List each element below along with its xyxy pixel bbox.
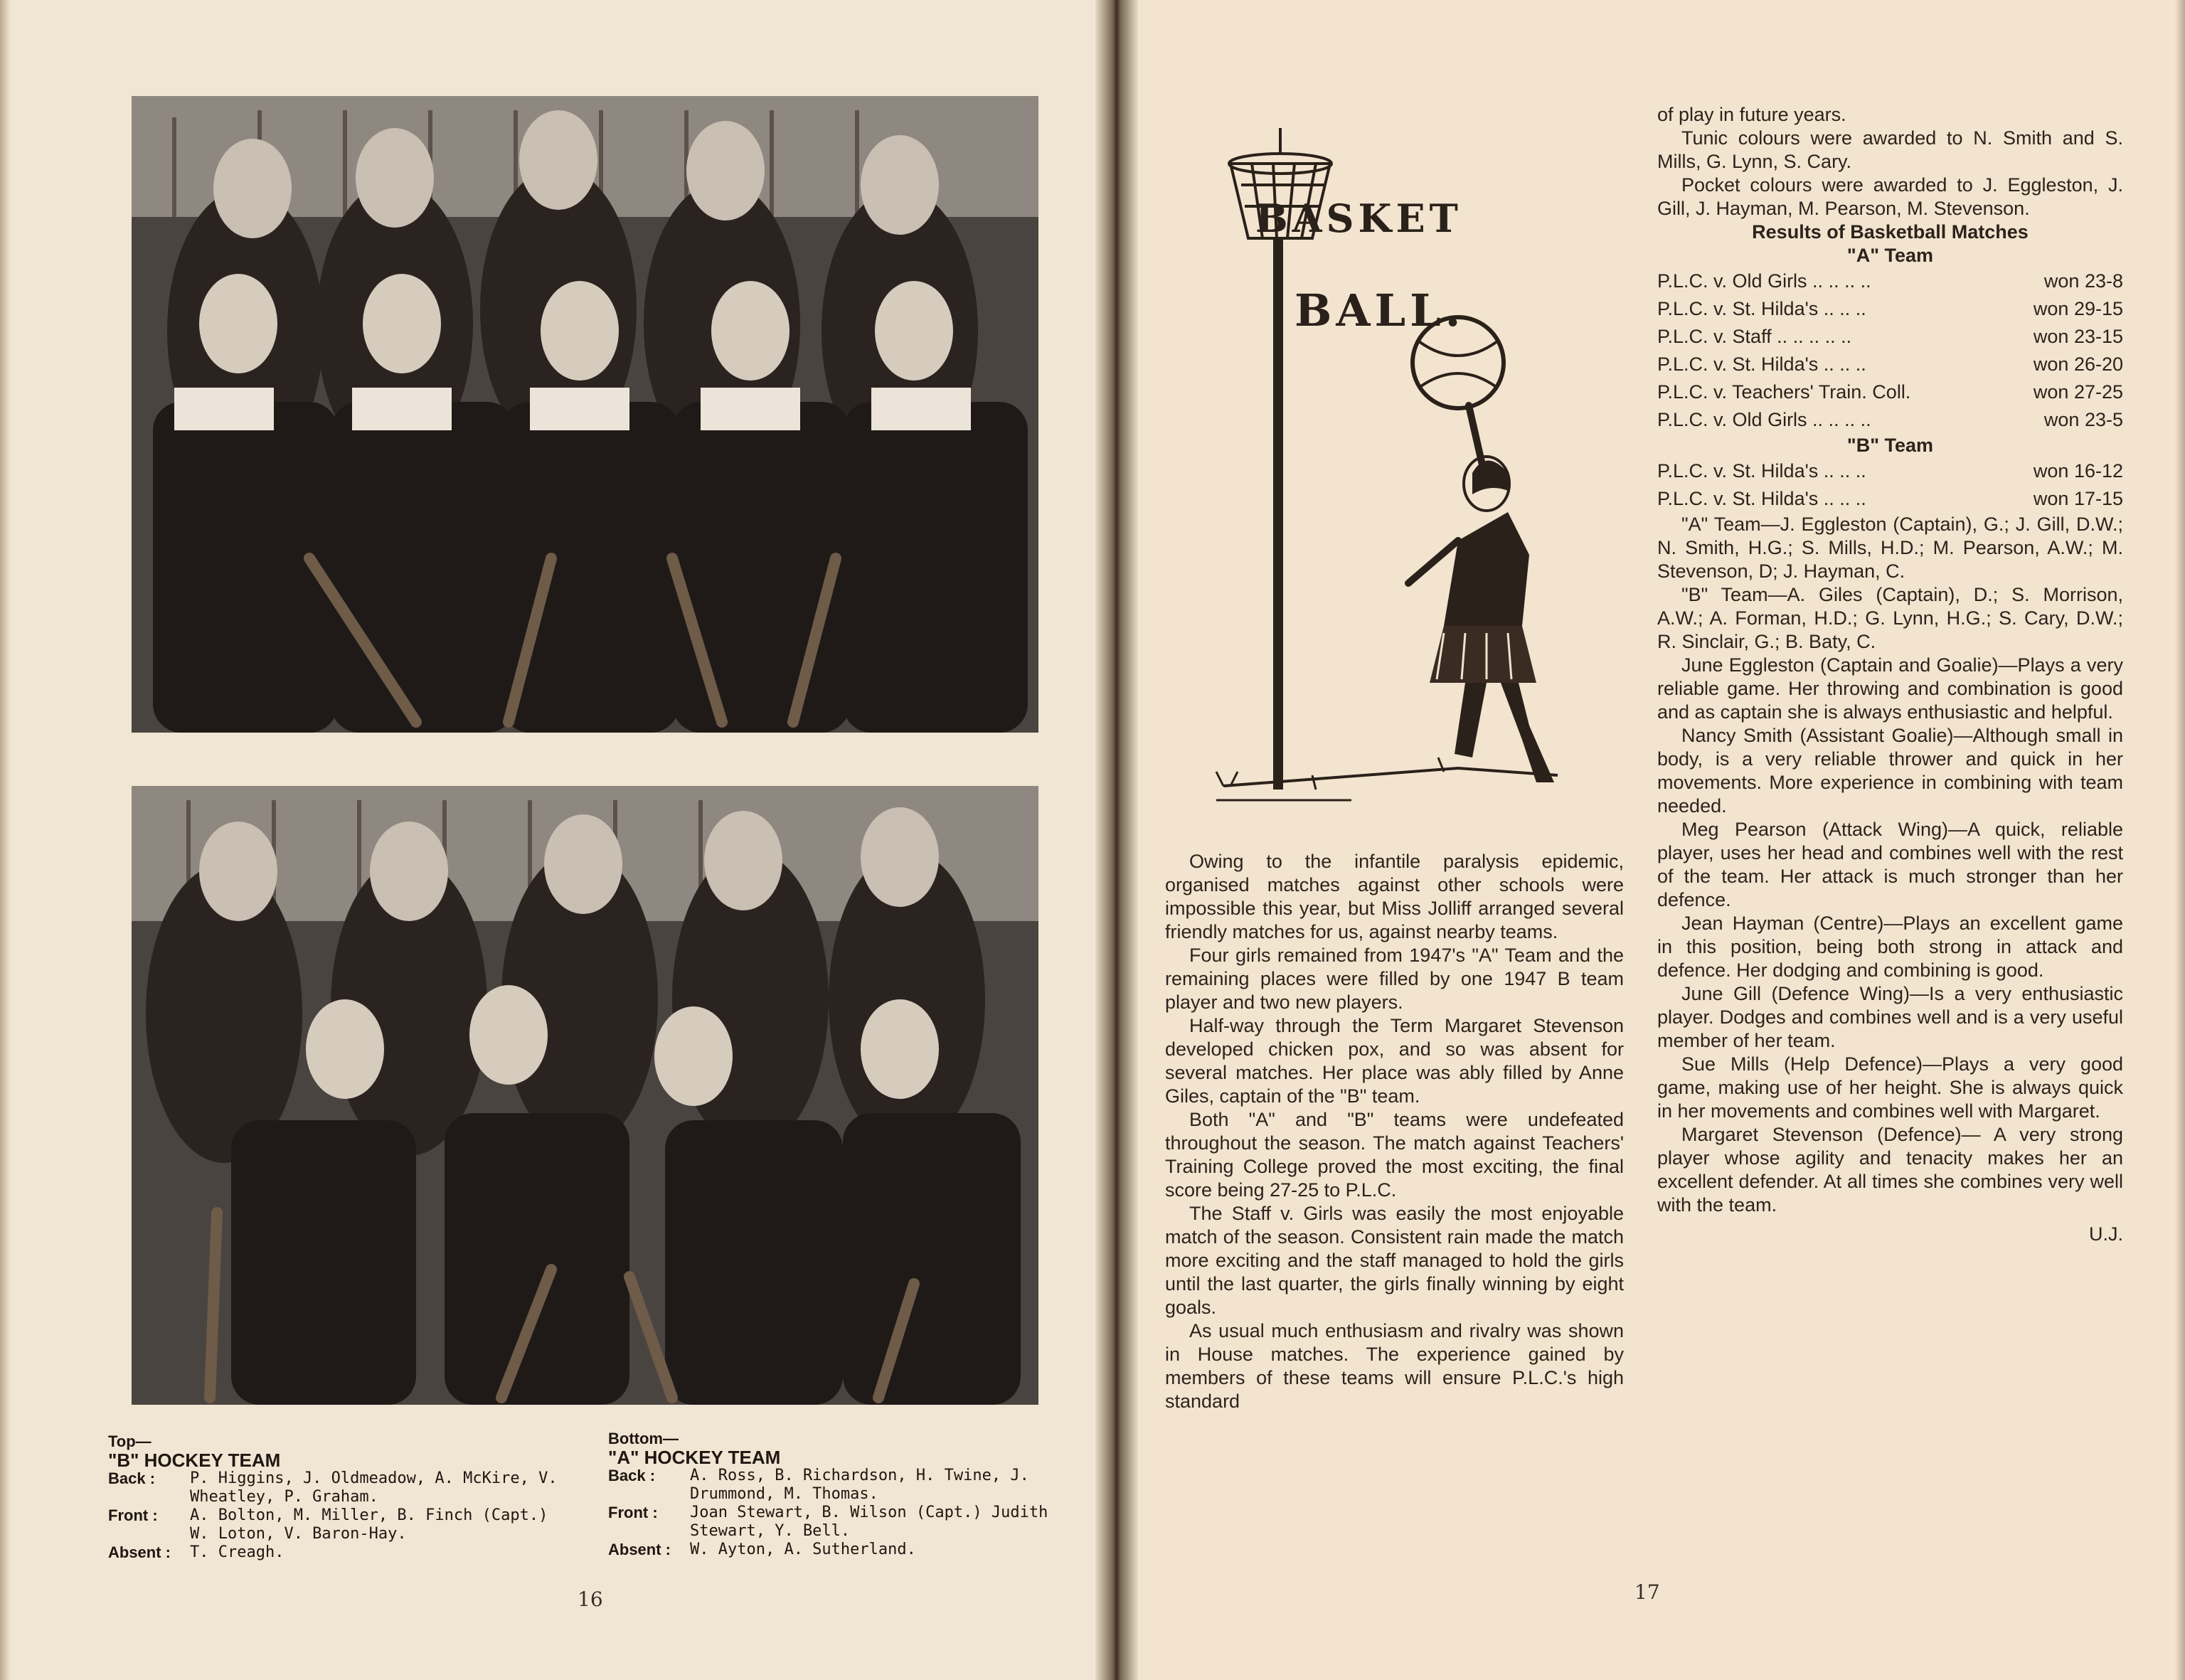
table-row (1657, 295, 2123, 323)
results-section (1657, 220, 2123, 513)
caption-names: P. Higgins, J. Oldmeadow, A. McKire, V. Wheatley, P. Graham. (190, 1469, 558, 1506)
match-name: P.L.C. v. St. Hilda's .. .. .. (1657, 298, 1866, 319)
caption-title: "B" HOCKEY TEAM (108, 1450, 281, 1471)
article-paragraph: As usual much enthusiasm and rivalry was shown in House matches. The experience gained by members of these teams will ensure P.L.C.'s high standard (1165, 1320, 1624, 1412)
b-hockey-team-photo (132, 96, 1038, 733)
b-hockey-team-caption (108, 1432, 570, 1562)
results-heading: Results of Basketball Matches (1752, 221, 2029, 243)
match-result: won 23-15 (2033, 326, 2123, 347)
a-team-results-table (1657, 267, 2123, 434)
a-team-heading: "A" Team (1846, 245, 1934, 266)
caption-lead: Bottom— (608, 1430, 679, 1447)
caption-names: W. Ayton, A. Sutherland. (690, 1541, 916, 1558)
table-row (1657, 485, 2123, 513)
match-name: P.L.C. v. St. Hilda's .. .. .. (1657, 353, 1866, 375)
match-result: won 27-25 (2033, 381, 2123, 403)
article-paragraph: Jean Hayman (Centre)—Plays an excellent game in this position, being both strong in attack and defence. Her dodging and combining is good. (1657, 913, 2123, 981)
basketball-illustration (1174, 114, 1629, 846)
match-name: P.L.C. v. Old Girls .. .. .. .. (1657, 270, 1871, 292)
results-column (1657, 103, 2123, 1246)
article-paragraph: of play in future years. (1657, 104, 1846, 125)
illustration-title-line2: BALL. (1294, 285, 1465, 336)
caption-label: Back : (608, 1467, 656, 1484)
article-paragraph: Both "A" and "B" teams were undefeated throughout the season. The match against Teachers' Training College proved the most exciting, the final score being 27-25 to P.L.C. (1165, 1109, 1624, 1201)
page-number: 16 (578, 1588, 603, 1611)
page-edge (0, 0, 10, 1680)
caption-names: A. Ross, B. Richardson, H. Twine, J. Drummond, M. Thomas. (690, 1467, 1029, 1503)
article-paragraph: Meg Pearson (Attack Wing)—A quick, reliable player, uses her head and combines well with the rest of the team. Her attack is much stronger than her defence. (1657, 819, 2123, 910)
match-name: P.L.C. v. St. Hilda's .. .. .. (1657, 460, 1866, 482)
caption-row-back (108, 1469, 570, 1506)
table-row (1657, 267, 2123, 295)
article-paragraph: Sue Mills (Help Defence)—Plays a very good game, making use of her height. She is always quick in her movements and combines well with Margaret. (1657, 1053, 2123, 1122)
caption-row-absent (608, 1541, 1078, 1559)
article-paragraph: Margaret Stevenson (Defence)— A very strong player whose agility and tenacity makes her an excellent defender. At all times she combines very well with the team. (1657, 1124, 2123, 1216)
article-paragraph: June Eggleston (Captain and Goalie)—Plays a very reliable game. Her throwing and combination is good and as captain she is always enthusiastic and helpful. (1657, 654, 2123, 723)
caption-lead: Top— (108, 1432, 151, 1450)
b-team-heading: "B" Team (1846, 435, 1934, 456)
table-row (1657, 406, 2123, 434)
caption-label: Front : (108, 1506, 158, 1524)
match-name: P.L.C. v. Teachers' Train. Coll. (1657, 381, 1911, 403)
caption-names: Joan Stewart, B. Wilson (Capt.) Judith Stewart, Y. Bell. (690, 1504, 1048, 1540)
caption-row-front (108, 1506, 570, 1543)
caption-row-front (608, 1504, 1078, 1541)
b-team-results-table (1657, 457, 2123, 513)
match-result: won 29-15 (2033, 298, 2123, 319)
caption-names: T. Creagh. (190, 1543, 285, 1561)
article-paragraph: Half-way through the Term Margaret Stevenson developed chicken pox, and so was absent for several matches. Her place was ably filled by Anne Giles, captain of the "B" team. (1165, 1015, 1624, 1107)
caption-label: Absent : (108, 1543, 171, 1561)
caption-label: Back : (108, 1469, 156, 1487)
article-paragraph: Owing to the infantile paralysis epidemic, organised matches against other schools were impossible this year, but Miss Jolliff arranged several friendly matches for us, against nearby teams. (1165, 851, 1624, 942)
author-initials: U.J. (2088, 1223, 2123, 1245)
match-result: won 23-8 (2043, 270, 2123, 292)
caption-row-absent (108, 1543, 570, 1562)
caption-label: Front : (608, 1504, 658, 1521)
article-paragraph: Pocket colours were awarded to J. Eggleston, J. Gill, J. Hayman, M. Pearson, M. Stevenson. (1657, 174, 2123, 219)
caption-label: Absent : (608, 1541, 671, 1558)
basketball-article-column (1165, 850, 1624, 1413)
match-result: won 16-12 (2033, 460, 2123, 482)
article-paragraph: Nancy Smith (Assistant Goalie)—Although small in body, is a very reliable thrower and quick in her movements. More experience in combining with team needed. (1657, 725, 2123, 817)
table-row (1657, 323, 2123, 351)
caption-row-back (608, 1467, 1078, 1504)
article-paragraph: "B" Team—A. Giles (Captain), D.; S. Morrison, A.W.; A. Forman, H.D.; G. Lynn, H.G.; S. Cary, D.W.; R. Sinclair, G.; B. Baty, C. (1657, 584, 2123, 652)
table-row (1657, 351, 2123, 378)
book-gutter (1095, 0, 1138, 1680)
page-edge (2175, 0, 2185, 1680)
page-number: 17 (1634, 1580, 1660, 1604)
article-paragraph: The Staff v. Girls was easily the most enjoyable match of the season. Consistent rain made the match more exciting and the staff managed to hold the girls until the last quarter, the girls finally winning by eight goals. (1165, 1203, 1624, 1318)
match-name: P.L.C. v. Old Girls .. .. .. .. (1657, 409, 1871, 430)
article-paragraph: June Gill (Defence Wing)—Is a very enthusiastic player. Dodges and combines well and is a very useful member of her team. (1657, 983, 2123, 1051)
match-name: P.L.C. v. Staff .. .. .. .. .. (1657, 326, 1852, 347)
a-hockey-team-photo (132, 786, 1038, 1405)
article-paragraph: Four girls remained from 1947's "A" Team and the remaining places were filled by one 1947 B team player and two new players. (1165, 945, 1624, 1013)
match-result: won 26-20 (2033, 353, 2123, 375)
caption-title: "A" HOCKEY TEAM (608, 1447, 781, 1468)
match-result: won 17-15 (2033, 488, 2123, 509)
match-result: won 23-5 (2043, 409, 2123, 430)
match-name: P.L.C. v. St. Hilda's .. .. .. (1657, 488, 1866, 509)
article-paragraph: Tunic colours were awarded to N. Smith and S. Mills, G. Lynn, S. Cary. (1657, 127, 2123, 172)
table-row (1657, 378, 2123, 406)
a-hockey-team-caption (608, 1430, 1078, 1559)
caption-names: A. Bolton, M. Miller, B. Finch (Capt.) W. Loton, V. Baron-Hay. (190, 1506, 548, 1543)
article-paragraph: "A" Team—J. Eggleston (Captain), G.; J. Gill, D.W.; N. Smith, H.G.; S. Mills, H.D.; M. Pearson, A.W.; M. Stevenson, D; J. Hayman, C. (1657, 514, 2123, 582)
illustration-title-line1: BASKET (1255, 196, 1462, 241)
table-row (1657, 457, 2123, 485)
